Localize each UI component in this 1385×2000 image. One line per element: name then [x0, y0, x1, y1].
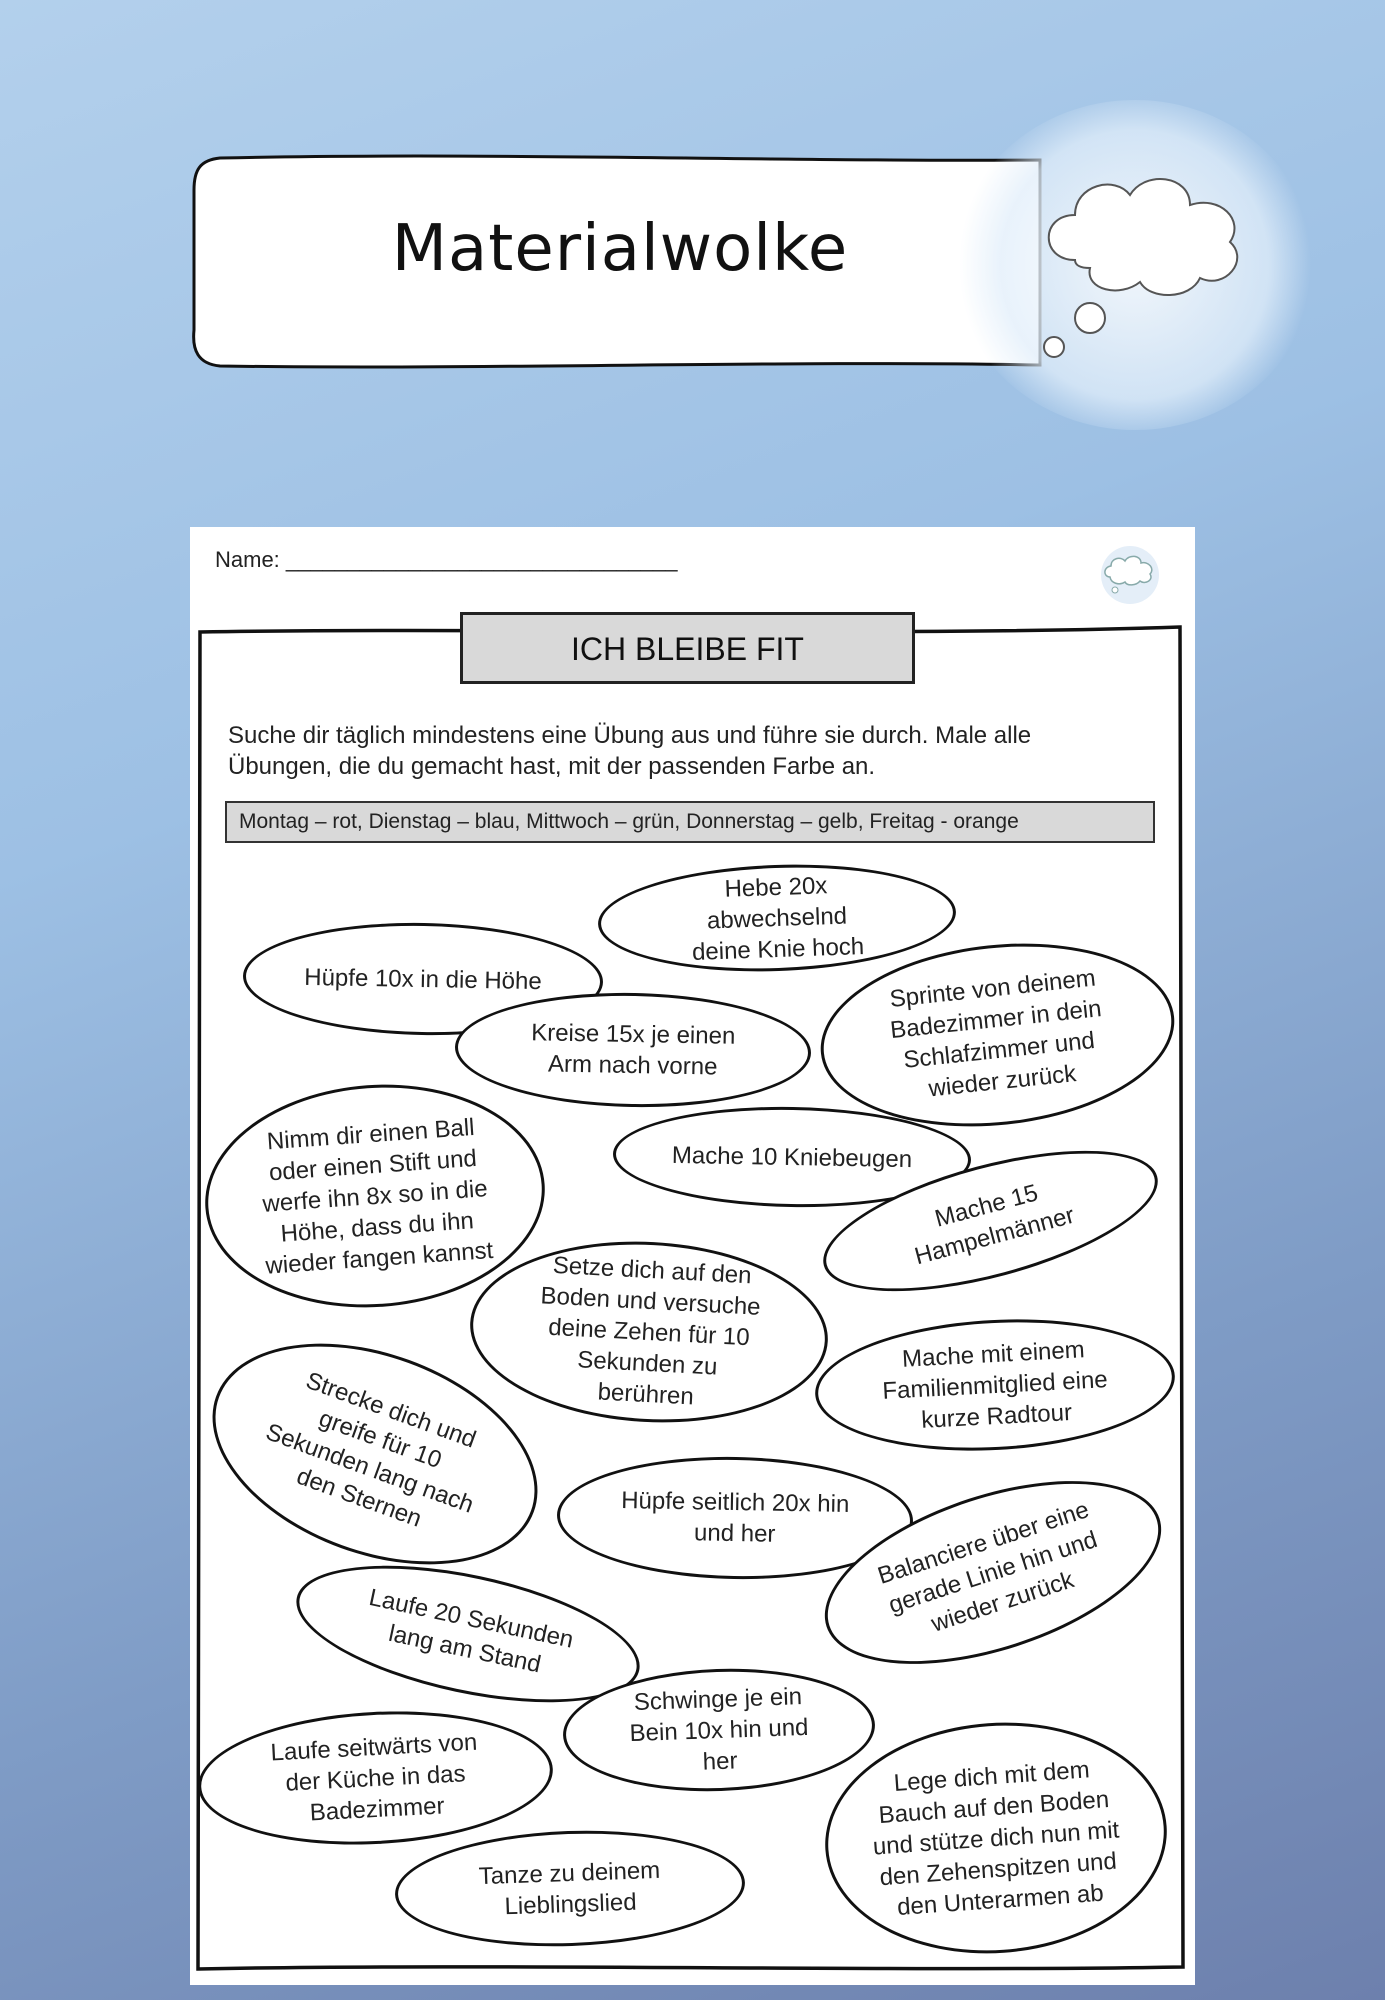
exercise-bubble: Kreise 15x je einen Arm nach vorne — [454, 990, 812, 1110]
exercise-bubble: Setze dich auf den Boden und versuche deine Zehen für 10 Sekunden zu berühren — [466, 1233, 833, 1431]
exercise-bubble: Mache mit einem Familienmitglied eine kurze Radtour — [812, 1311, 1178, 1460]
exercise-bubble: Strecke dich und greife für 10 Sekunden lang nach den Sternen — [182, 1302, 568, 1606]
worksheet-title: ICH BLEIBE FIT — [460, 612, 915, 684]
exercise-bubble: Tanze zu deinem Lieblingslied — [393, 1825, 747, 1952]
exercise-bubble: Hüpfe seitlich 20x hin und her — [556, 1454, 914, 1582]
exercise-bubble: Schwinge je ein Bein 10x hin und her — [561, 1664, 877, 1797]
exercise-bubble: Lege dich mit dem Bauch auf den Boden und stütze dich nun mit den Zehenspitzen und den Unterarmen ab — [817, 1711, 1174, 1964]
exercise-bubble: Balanciere über eine gerade Linie hin und wieder zurück — [803, 1445, 1184, 1701]
exercise-bubble: Laufe 20 Sekunden lang am Stand — [285, 1540, 652, 1728]
exercise-bubble: Hüpfe 10x in die Höhe — [242, 920, 604, 1038]
exercise-bubble: Sprinte von deinem Badezimmer in dein Schlafzimmer und wieder zurück — [812, 927, 1184, 1143]
exercise-bubble: Mache 10 Kniebeugen — [612, 1104, 972, 1210]
instructions-text: Suche dir täglich mindestens eine Übung aus und führe sie durch. Male alle Übungen, die du gemacht hast, mit der passenden Farbe an. — [228, 722, 1032, 780]
thought-cloud-icon — [1020, 150, 1270, 370]
exercise-bubble: Mache 15 Hampelmänner — [809, 1122, 1171, 1319]
exercise-bubble: Nimm dir einen Ball oder einen Stift und werfe ihn 8x so in die Höhe, dass du ihn wieder fangen kannst — [198, 1073, 553, 1318]
exercise-bubble: Hebe 20x abwechselnd deine Knie hoch — [596, 859, 957, 977]
name-field-label: Name: ________________________________ — [215, 547, 678, 572]
worksheet — [190, 527, 1195, 1985]
day-color-key: Montag – rot, Dienstag – blau, Mittwoch – grün, Donnerstag – gelb, Freitag - orange — [225, 801, 1155, 843]
exercise-bubble: Laufe seitwärts von der Küche in das Badezimmer — [195, 1703, 556, 1853]
banner-title: Materialwolke — [391, 212, 849, 286]
banner — [190, 150, 1050, 375]
